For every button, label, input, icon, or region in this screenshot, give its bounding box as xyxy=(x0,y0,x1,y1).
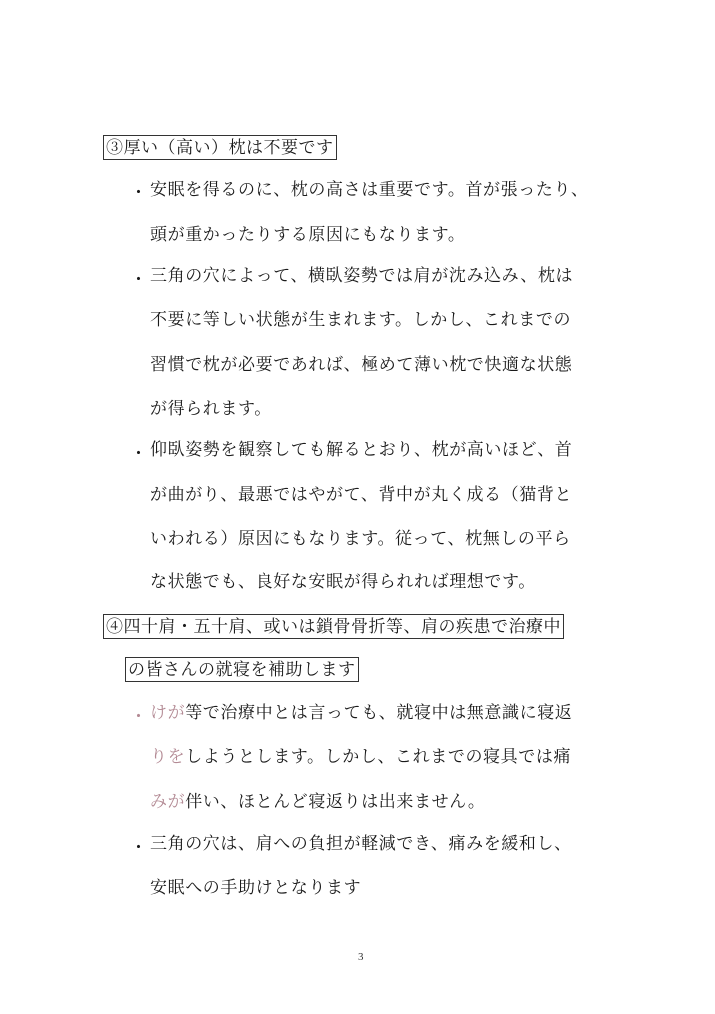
faded-text: りを xyxy=(150,747,186,767)
section-4-item-1-line-3 xyxy=(150,792,485,812)
section-3-heading: ③厚い（高い）枕は不要です xyxy=(103,135,337,160)
line-text: しようとします。しかし、これまでの寝具では痛 xyxy=(185,747,572,767)
faded-text: けが xyxy=(150,703,186,723)
bullet-3-2: ・ xyxy=(130,270,147,290)
section-3-item-2-line-3: 習慣で枕が必要であれば、極めて薄い枕で快適な状態 xyxy=(150,355,573,375)
section-4-item-2-line-1: 三角の穴は、肩への負担が軽減でき、痛みを緩和し、 xyxy=(150,834,572,854)
section-3-item-2-line-4: が得られます。 xyxy=(150,399,272,419)
line-text: 伴い、ほとんど寝返りは出来ません。 xyxy=(185,792,486,812)
bullet-3-3: ・ xyxy=(130,444,147,464)
section-3-item-1-line-2: 頭が重かったりする原因にもなります。 xyxy=(150,225,466,245)
section-3-item-1-line-1: 安眠を得るのに、枕の高さは重要です。首が張ったり、 xyxy=(150,180,589,200)
section-4-item-2-line-2: 安眠への手助けとなります xyxy=(150,878,362,898)
page-number: 3 xyxy=(358,951,364,963)
bullet-4-1: ・ xyxy=(130,707,147,727)
bullet-3-1: ・ xyxy=(130,183,147,203)
section-3-item-2-line-2: 不要に等しい状態が生まれます。しかし、これまでの xyxy=(150,310,572,330)
section-4-item-1-line-2 xyxy=(150,747,571,767)
section-3-item-3-line-3: いわれる）原因にもなります。従って、枕無しの平ら xyxy=(150,529,571,549)
section-4-item-1-line-1 xyxy=(150,703,572,723)
bullet-4-2: ・ xyxy=(130,838,147,858)
faded-text: みが xyxy=(150,792,186,812)
section-4-heading-line-1: ④四十肩・五十肩、或いは鎖骨骨折等、肩の疾患で治療中 xyxy=(103,614,564,639)
section-3-item-3-line-4: な状態でも、良好な安眠が得られれば理想です。 xyxy=(150,572,536,592)
line-text: 等で治療中とは言っても、就寝中は無意識に寝返 xyxy=(185,703,573,723)
section-3-item-3-line-2: が曲がり、最悪ではやがて、背中が丸く成る（猫背と xyxy=(150,485,573,505)
section-4-heading-line-2: の皆さんの就寝を補助します xyxy=(125,657,359,682)
section-3-item-2-line-1: 三角の穴によって、横臥姿勢では肩が沈み込み、枕は xyxy=(150,266,574,286)
section-3-item-3-line-1: 仰臥姿勢を観察しても解るとおり、枕が高いほど、首 xyxy=(150,440,573,460)
